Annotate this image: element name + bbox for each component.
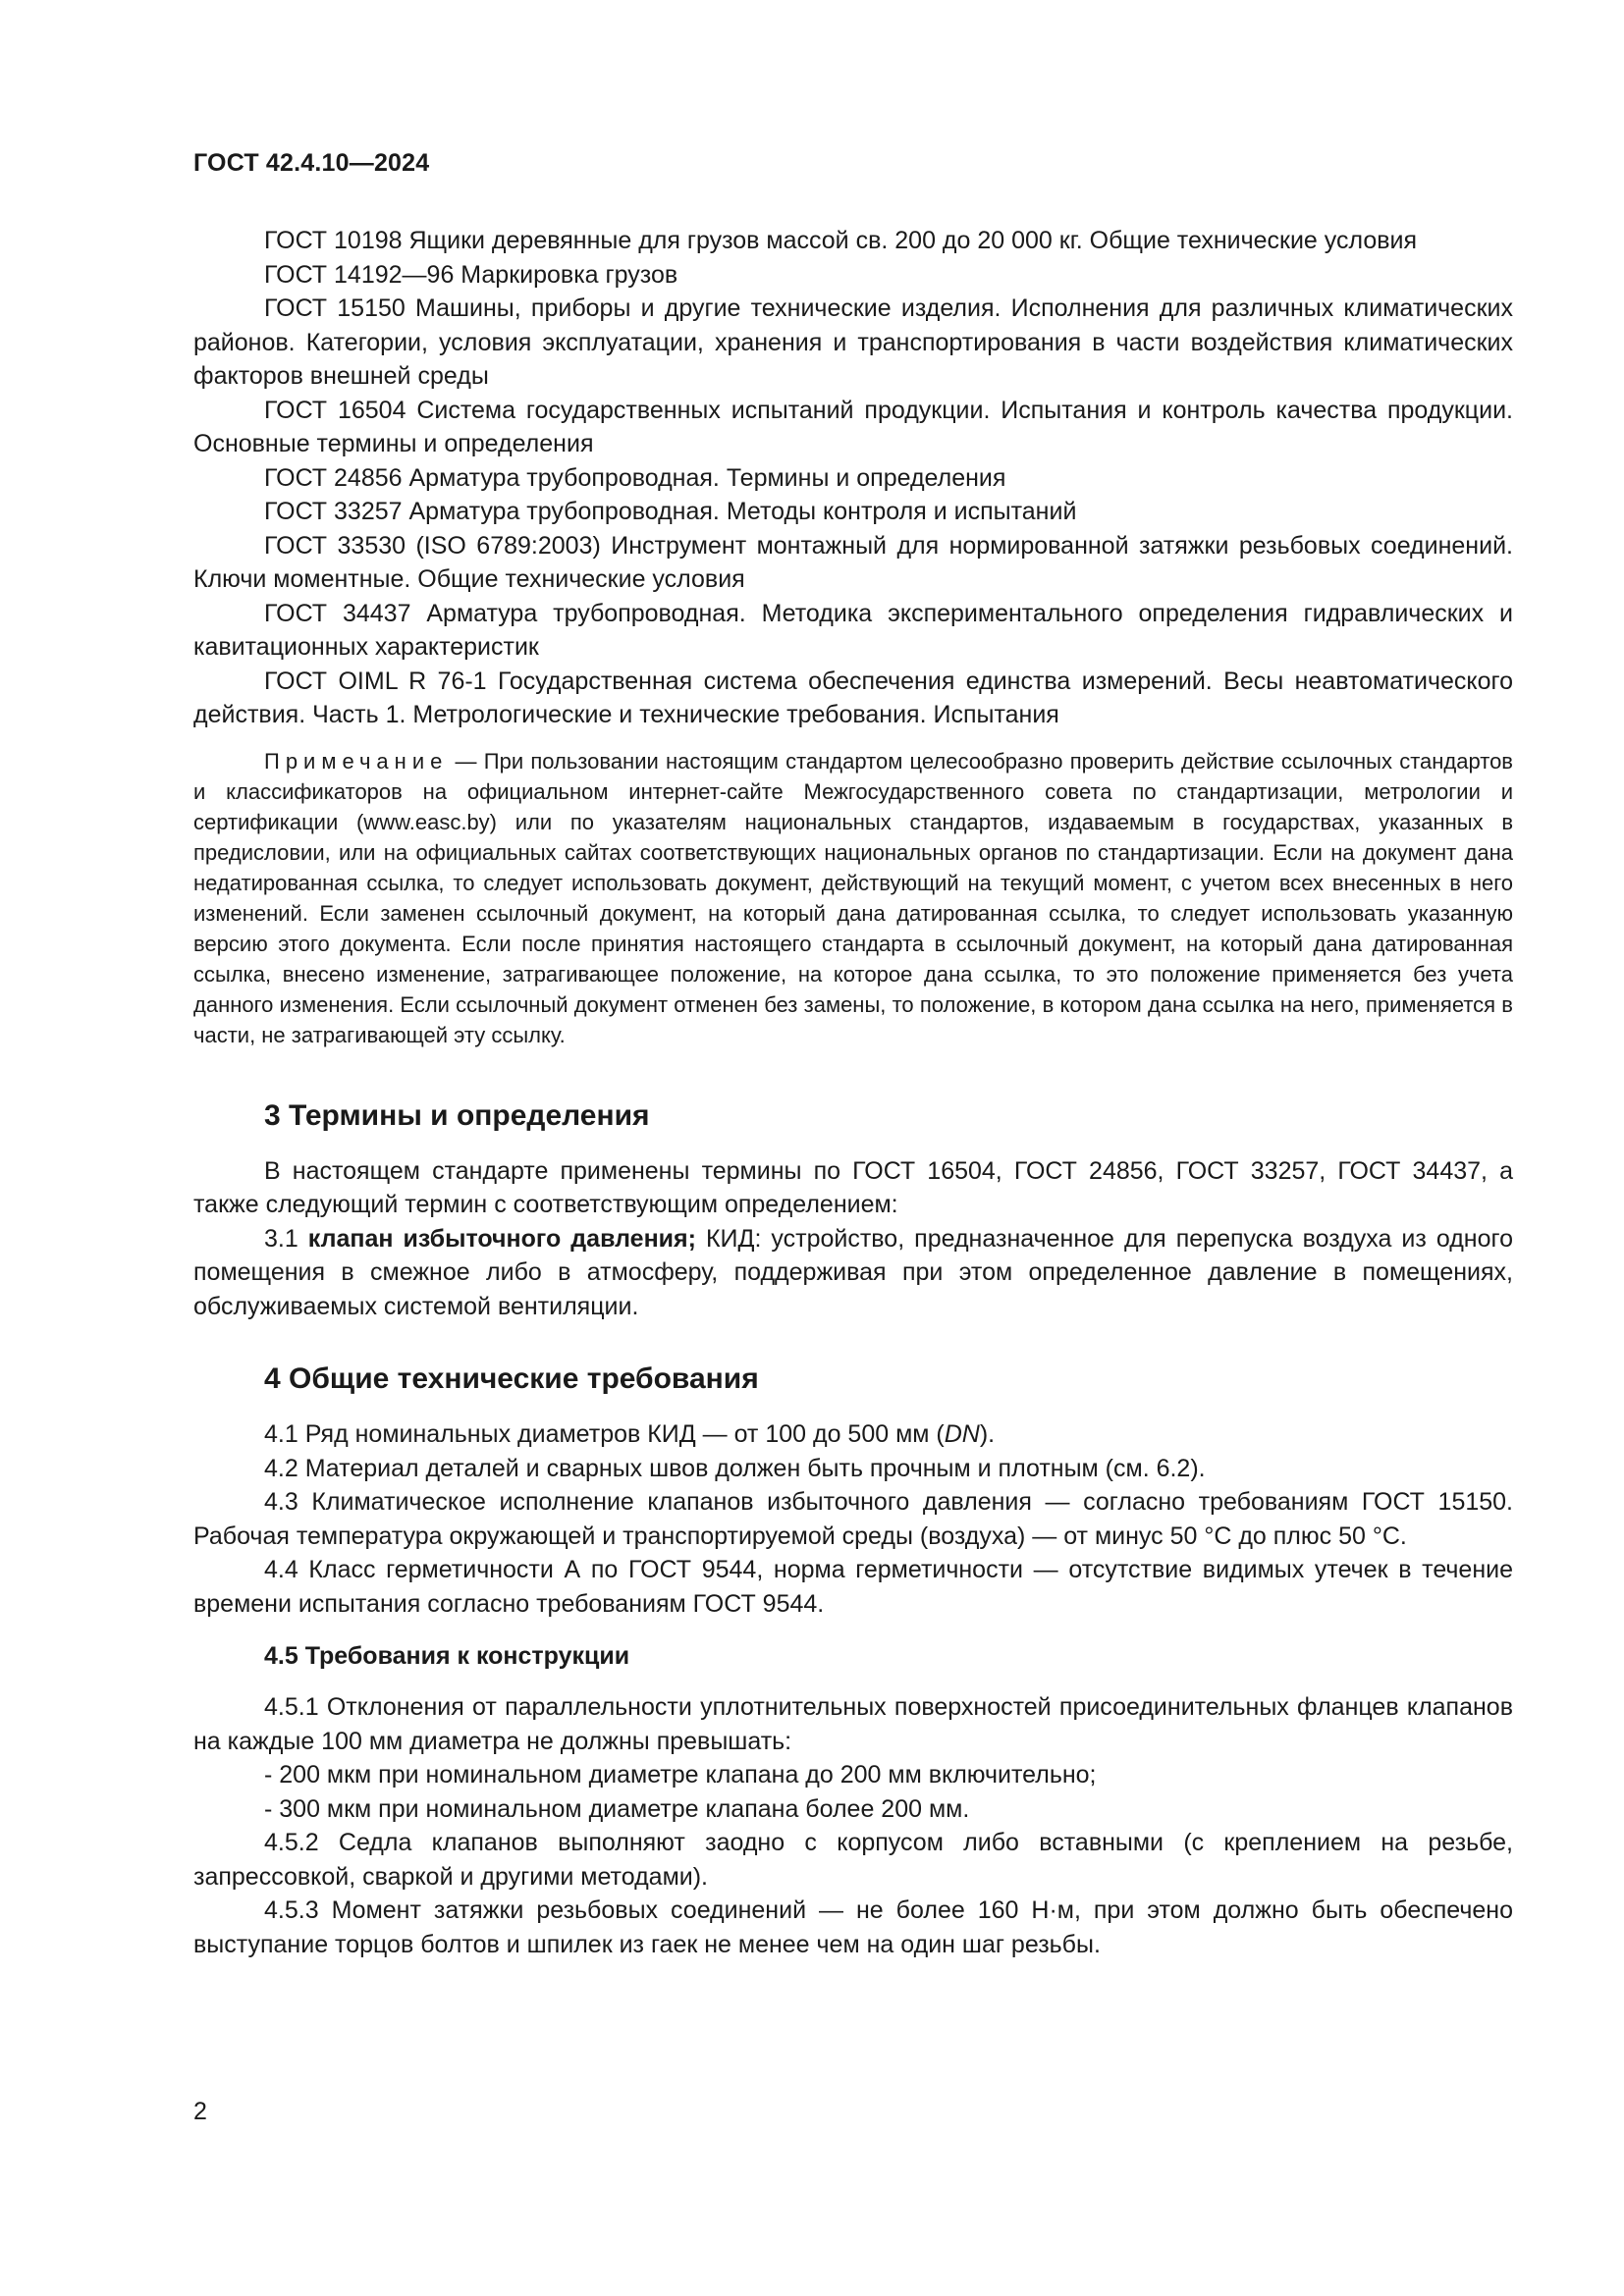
section-3-heading: 3 Термины и определения — [264, 1098, 650, 1132]
ref-item: ГОСТ 33530 (ISO 6789:2003) Инструмент монтажный для нормированной затяжки резьбовых соединений. Ключи моментные. Общие технические условия — [193, 531, 1513, 593]
section-4-heading: 4 Общие технические требования — [264, 1362, 759, 1395]
section-3-intro: В настоящем стандарте применены термины по ГОСТ 16504, ГОСТ 24856, ГОСТ 33257, ГОСТ 34437, а также следующий термин с соответствующим определением: — [193, 1156, 1513, 1218]
note-label: Примечание — [264, 748, 449, 774]
note-text: — При пользовании настоящим стандартом целесообразно проверить действие ссылочных стандартов и классификаторов на официальном интернет-сайте Межгосударственного совета по стандартизации, метрологии и сертификации (www.easc.by) или по указателям национальных стандартов, издаваемым в государствах, указанных в предисловии, или на официальных сайтах соответствующих национальных органов по стандартизации. Если на документ дана недатированная ссылка, то следует использовать документ, действующий на текущий момент, с учетом всех внесенных в него изменений. Если заменен ссылочный документ, на который дана датированная ссылка, то следует использовать указанную версию этого документа. Если после принятия настоящего стандарта в ссылочный документ, на который дана датированная ссылка, внесено изменение, затрагивающее положение, на которое дана ссылка, то это положение применяется без учета данного изменения. Если ссылочный документ отменен без замены, то положение, в котором дана ссылка на него, применяется в части, не затрагивающей эту ссылку. — [193, 748, 1513, 1047]
subsection-4-5-heading: 4.5 Требования к конструкции — [264, 1642, 630, 1670]
term-def: КИД: устройство, предназначенное для перепуска воздуха из одного помещения в смежное либо в атмосферу, поддерживая при этом определенное давление в помещениях, обслуживаемых системой вентиляции. — [193, 1224, 1513, 1320]
clause-4-1 — [193, 1417, 1513, 1452]
ref-item: ГОСТ 16504 Система государственных испытаний продукции. Испытания и контроль качества продукции. Основные термины и определения — [193, 396, 1513, 457]
clause-4-2: 4.2 Материал деталей и сварных швов должен быть прочным и плотным (см. 6.2). — [264, 1454, 1206, 1482]
clause-4-5-1: 4.5.1 Отклонения от параллельности уплотнительных поверхностей присоединительных фланцев клапанов на каждые 100 мм диаметра не должны превышать: — [193, 1693, 1513, 1755]
ref-item: ГОСТ 10198 Ящики деревянные для грузов массой св. 200 до 20 000 кг. Общие технические условия — [264, 227, 1418, 254]
clause-4-1-text: 4.1 Ряд номинальных диаметров КИД — от 100 до 500 мм ( — [264, 1420, 945, 1448]
ref-item: ГОСТ 33257 Арматура трубопроводная. Методы контроля и испытаний — [264, 498, 1077, 525]
list-item: - 200 мкм при номинальном диаметре клапана до 200 мм включительно; — [264, 1761, 1097, 1789]
note-block — [193, 746, 1513, 1050]
ref-item: ГОСТ 14192—96 Маркировка грузов — [264, 260, 678, 289]
ref-item: ГОСТ 15150 Машины, приборы и другие технические изделия. Исполнения для различных климатических районов. Категории, условия эксплуатации, хранения и транспортирования в части воздействия климатических факторов внешней среды — [193, 294, 1513, 390]
clause-4-4: 4.4 Класс герметичности А по ГОСТ 9544, норма герметичности — отсутствие видимых утечек в течение времени испытания согласно требованиям ГОСТ 9544. — [193, 1556, 1513, 1618]
term-number: 3.1 — [264, 1224, 308, 1253]
list-item: - 300 мкм при номинальном диаметре клапана более 200 мм. — [264, 1794, 970, 1823]
term-name: клапан избыточного давления; — [307, 1224, 696, 1253]
page-body — [193, 224, 1513, 1961]
clause-4-5-2: 4.5.2 Седла клапанов выполняют заодно с корпусом либо вставными (с креплением на резьбе, запрессовкой, сваркой и другими методами). — [193, 1829, 1513, 1891]
ref-item: ГОСТ OIML R 76-1 Государственная система обеспечения единства измерений. Весы неавтоматического действия. Часть 1. Метрологические и технические требования. Испытания — [193, 667, 1513, 728]
clause-4-3: 4.3 Климатическое исполнение клапанов избыточного давления — согласно требованиям ГОСТ 15150. Рабочая температура окружающей и транспортируемой среды (воздуха) — от минус 50 °С до плюс 50 °С. — [193, 1488, 1513, 1550]
dn-abbrev: DN — [944, 1420, 980, 1448]
clause-4-5-3: 4.5.3 Момент затяжки резьбовых соединений — не более 160 Н·м, при этом должно быть обеспечено выступание торцов болтов и шпилек из гаек не менее чем на один шаг резьбы. — [193, 1896, 1513, 1958]
ref-item: ГОСТ 34437 Арматура трубопроводная. Методика экспериментального определения гидравлических и кавитационных характеристик — [193, 599, 1513, 661]
ref-item: ГОСТ 24856 Арматура трубопроводная. Термины и определения — [264, 463, 1006, 492]
term-definition — [193, 1222, 1513, 1324]
clause-4-1-end: ). — [979, 1420, 996, 1448]
page-number: 2 — [193, 2098, 207, 2125]
document-code-header: ГОСТ 42.4.10—2024 — [193, 149, 430, 177]
